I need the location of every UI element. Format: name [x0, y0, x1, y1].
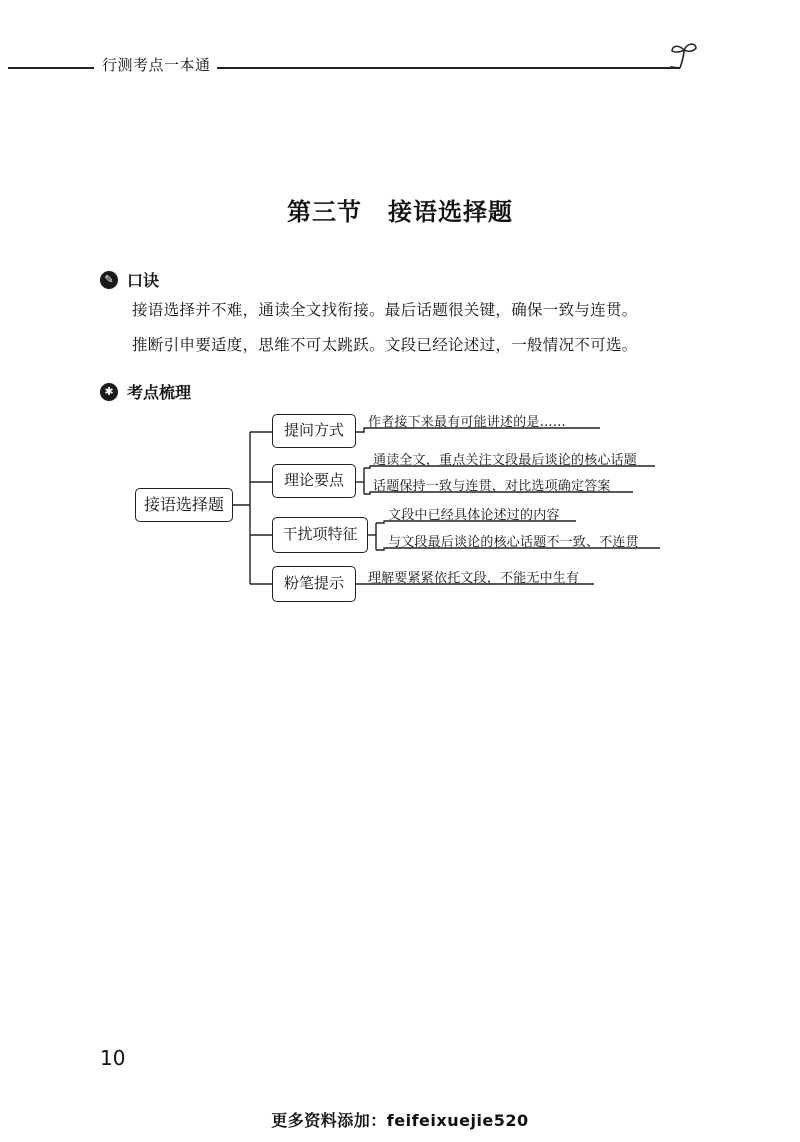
mindmap-branch-fenbi — [272, 566, 356, 602]
mindmap-branch-tiwen — [272, 414, 356, 448]
section-number: 第三节 — [287, 198, 362, 226]
running-header-title: 行测考点一本通 — [100, 54, 217, 75]
section-name: 接语选择题 — [388, 198, 513, 226]
koujue-line-1: 接语选择并不难，通读全文找衔接。最后话题很关键，确保一致与连贯。 — [132, 301, 638, 319]
branch-label: 提问方式 — [283, 421, 344, 439]
mindmap-leaf: 话题保持一致与连贯，对比选项确定答案 — [373, 479, 611, 494]
mindmap-root — [135, 488, 233, 522]
mindmap-root-label: 接语选择题 — [143, 495, 224, 514]
branch-label: 干扰项特征 — [282, 525, 358, 543]
pencil-icon: ✎ — [100, 271, 118, 289]
mindmap-leaf: 文段中已经具体论述过的内容 — [388, 508, 560, 523]
mindmap-leaf: 通读全文，重点关注文段最后谈论的核心话题 — [373, 453, 638, 468]
koujue-line-2: 推断引申要适度，思维不可太跳跃。文段已经论述过，一般情况不可选。 — [132, 336, 638, 354]
branch-label: 理论要点 — [283, 471, 344, 489]
koujue-heading-text: 口诀 — [127, 271, 160, 290]
mindmap-branch-ganrao — [272, 517, 368, 553]
page-number: 10 — [100, 1046, 126, 1070]
branch-label: 粉笔提示 — [283, 574, 344, 592]
mindmap-leaf: 作者接下来最有可能讲述的是…… — [368, 415, 567, 430]
mindmap-leaf: 理解要紧紧依托文段，不能无中生有 — [368, 571, 580, 586]
gear-icon: ✱ — [100, 383, 118, 401]
mindmap-leaf: 与文段最后谈论的核心话题不一致、不连贯 — [388, 535, 639, 550]
mindmap-branch-lilun — [272, 464, 356, 498]
kaodian-heading-text: 考点梳理 — [127, 383, 192, 402]
footer-note: 更多资料添加：feifeixuejie520 — [271, 1111, 529, 1130]
